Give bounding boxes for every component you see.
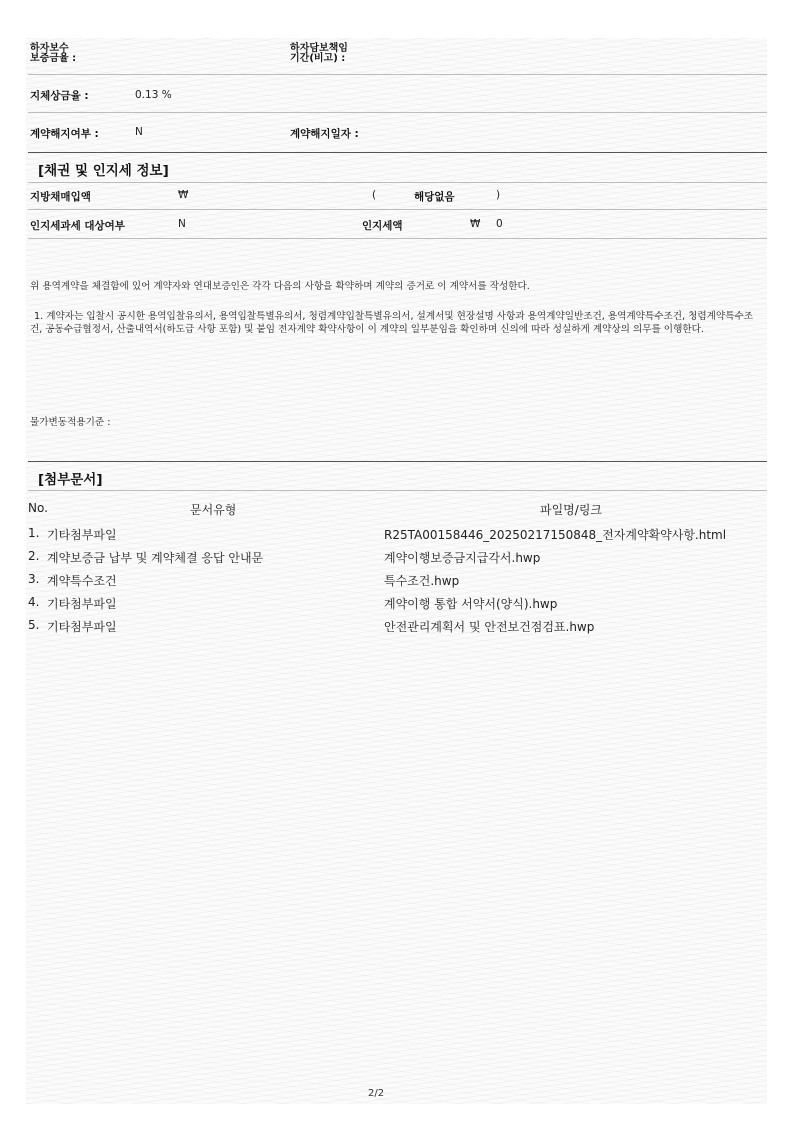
section-divider bbox=[28, 152, 767, 153]
sub-warranty-period-label: 하자담보책임 기간(비고) : bbox=[290, 43, 348, 64]
sub-warranty-rate-label: 하자보수 보증금율 : bbox=[30, 43, 77, 64]
col-no-header: No. bbox=[28, 501, 48, 515]
divider bbox=[28, 74, 767, 75]
stamp-target-label: 인지세과세 대상여부 bbox=[30, 220, 125, 232]
divider bbox=[28, 490, 767, 491]
bond-section-title: [채권 및 인지세 정보] bbox=[38, 163, 169, 179]
attachment-file-link[interactable]: 특수조건.hwp bbox=[384, 574, 460, 588]
attachment-no: 2. bbox=[28, 549, 40, 563]
attachment-type: 계약보증금 납부 및 계약체결 응답 안내문 bbox=[47, 551, 264, 565]
attachment-no: 1. bbox=[28, 526, 40, 540]
page-number: 2/2 bbox=[368, 1088, 385, 1099]
termination-date-label: 계약해지일자 : bbox=[290, 128, 359, 140]
price-change-label: 물가변동적용기준 : bbox=[30, 417, 111, 428]
statement-intro: 위 용역계약을 체결함에 있어 계약자와 연대보증인은 각각 다음의 사항을 확약하며 계약의 증거로 이 계약서를 작성한다. bbox=[30, 281, 530, 292]
stamp-amount-value: 0 bbox=[496, 218, 503, 230]
attachment-file-link[interactable]: R25TA00158446_20250217150848_전자계약확약사항.html bbox=[384, 528, 727, 542]
delay-rate-label: 지체상금율 : bbox=[30, 90, 89, 102]
divider bbox=[28, 112, 767, 113]
col-type-header: 문서유형 bbox=[190, 503, 237, 517]
col-file-header: 파일명/링크 bbox=[540, 503, 603, 517]
attachment-type: 기타첨부파일 bbox=[47, 620, 117, 634]
attachment-file-link[interactable]: 계약이행 통합 서약서(양식).hwp bbox=[384, 597, 558, 611]
attachment-file-link[interactable]: 계약이행보증금지급각서.hwp bbox=[384, 551, 541, 565]
divider bbox=[28, 238, 767, 239]
termination-label: 계약해지여부 : bbox=[30, 128, 99, 140]
paren-close: ) bbox=[496, 189, 501, 201]
attachment-no: 4. bbox=[28, 595, 40, 609]
delay-rate-value: 0.13 % bbox=[135, 89, 172, 101]
section-divider bbox=[28, 461, 767, 462]
stamp-target-value: N bbox=[178, 218, 186, 230]
not-applicable-text: 해당없음 bbox=[414, 191, 455, 203]
local-bond-label: 지방채매입액 bbox=[30, 191, 91, 203]
statement-clause-1: 1. 계약자는 입찰시 공시한 용역입찰유의서, 용역입찰특별유의서, 청렴계약입찰특별유의서, 설계서및 현장설명 사항과 용역계약일반조건, 용역계약특수조건, 청렴계약특수조건, 공동수급협정서, 산출내역서(하도급 사항 포함) 및 붙임 전자계약 확약사항이 이 계약의 일부분임을 확인하며 신의에 따라 성실하게 계약상의 의무를 이행한다. bbox=[30, 311, 753, 335]
local-bond-currency: ₩ bbox=[178, 189, 189, 201]
attachment-no: 3. bbox=[28, 572, 40, 586]
attachments-title: [첨부문서] bbox=[38, 472, 103, 488]
stamp-amount-currency: ₩ bbox=[470, 218, 481, 230]
document-background bbox=[26, 38, 767, 1104]
divider bbox=[28, 209, 767, 210]
stamp-amount-label: 인지세액 bbox=[362, 220, 403, 232]
attachment-type: 계약특수조건 bbox=[47, 574, 117, 588]
attachment-type: 기타첨부파일 bbox=[47, 597, 117, 611]
attachment-file-link[interactable]: 안전관리계획서 및 안전보건점검표.hwp bbox=[384, 620, 595, 634]
divider bbox=[28, 182, 767, 183]
attachment-type: 기타첨부파일 bbox=[47, 528, 117, 542]
attachment-no: 5. bbox=[28, 618, 40, 632]
paren-open: ( bbox=[372, 189, 377, 201]
termination-value: N bbox=[135, 126, 143, 138]
